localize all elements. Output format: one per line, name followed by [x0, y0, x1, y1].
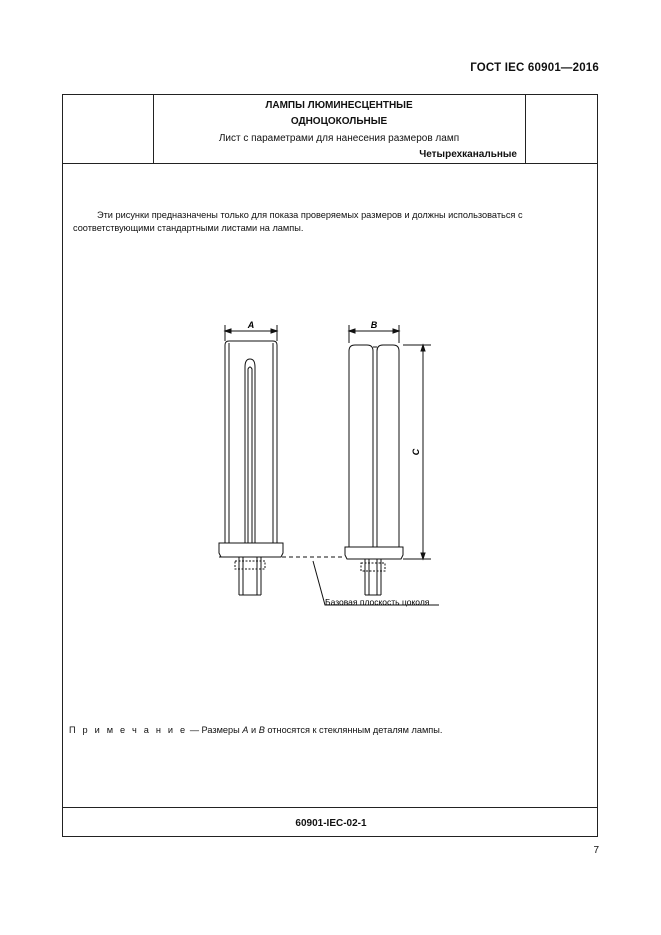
dim-b-label: B	[370, 320, 378, 330]
lamp-side-view	[345, 345, 403, 595]
lamp-type: Четырехканальные	[419, 149, 517, 160]
page-number: 7	[593, 845, 599, 856]
footer-divider	[63, 807, 597, 808]
dim-a-label: A	[247, 320, 255, 330]
standard-code: ГОСТ IEC 60901—2016	[470, 62, 599, 74]
note-prefix: П р и м е ч а н и е	[69, 725, 188, 735]
note-var-a: A	[242, 725, 249, 735]
sheet-frame	[62, 94, 598, 837]
sheet-code: 60901-IEC-02-1	[295, 818, 367, 829]
note-var-b: B	[258, 725, 265, 735]
lamp-drawing	[63, 95, 599, 695]
dim-c-label: C	[411, 448, 421, 456]
note	[69, 725, 442, 735]
note-dash: — Размеры	[187, 725, 243, 735]
note-rest: относятся к стеклянным деталям лампы.	[264, 725, 443, 735]
intro-text: Эти рисунки предназначены только для показа проверяемых размеров и должны использоваться с соответствующими стандартными листами на лампы.	[73, 210, 523, 233]
title-line-1: ЛАМПЫ ЛЮМИНЕСЦЕНТНЫЕ	[265, 100, 413, 111]
subtitle: Лист с параметрами для нанесения размеров ламп	[218, 133, 460, 144]
callout-label: Базовая плоскость цоколя	[325, 597, 430, 607]
title-line-2: ОДНОЦОКОЛЬНЫЕ	[290, 116, 388, 127]
note-and: и	[248, 725, 259, 735]
